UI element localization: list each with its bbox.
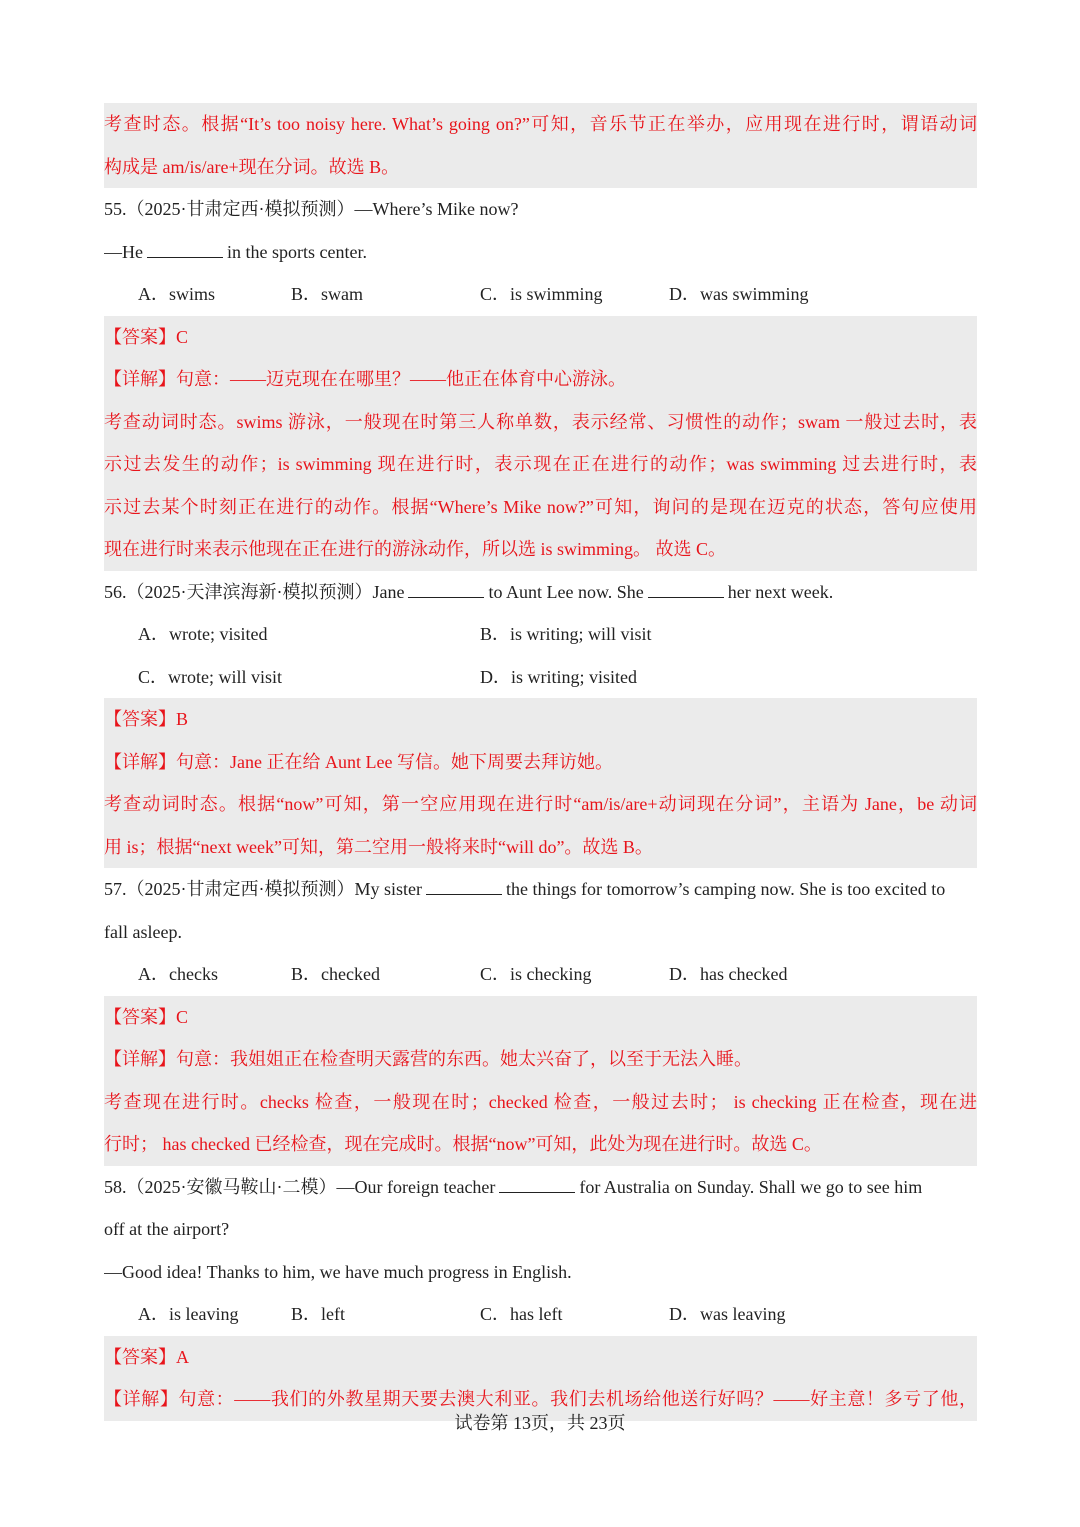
q58-stem-b: for Australia on Sunday. Shall we go to see him [579,1176,923,1197]
q58-option-c: C．has left [480,1304,563,1324]
q55-option-b: B．swam [291,284,363,304]
document-page [104,103,977,1421]
q57-stem-b: the things for tomorrow’s camping now. She is too excited to [506,879,946,899]
q55-stem-post: in the sports center. [227,241,367,262]
q57-detail: 【详解】句意：我姐姐正在检查明天露营的东西。她太兴奋了，以至于无法入睡。 [104,1038,977,1081]
page-footer: 试卷第 13页，共 23页 [454,1413,626,1433]
q56-stem-c: her next week. [727,581,834,602]
q55-explanation-line-1: 考查动词时态。swims 游泳，一般现在时第三人称单数，表示经常、习惯性的动作；swam 一般过去时，表 [104,401,977,444]
q58-options [104,1293,977,1336]
q57-option-c: C．is checking [480,964,592,984]
q54-explanation-line-2: 构成是 am/is/are+现在分词。故选 B。 [104,146,977,189]
q55-option-d: D．was swimming [669,284,809,304]
q57-stem-line-2: fall asleep. [104,921,182,942]
q58-answer: 【答案】A [104,1336,977,1379]
q58-option-a: A．is leaving [138,1304,239,1324]
q55-stem-pre: —He [104,241,143,262]
q57-explanation-line-1: 考查现在进行时。checks 检查，一般现在时；checked 检查，一般过去时； is checking 正在检查，现在进 [104,1081,977,1124]
q58-stem [104,1166,977,1209]
q55-option-c: C．is swimming [480,284,603,304]
q58-stem-a: 58.（2025·安徽马鞍山·二模）—Our foreign teacher [104,1176,496,1197]
q56-option-a: A．wrote; visited [138,624,268,644]
q55-options [104,273,977,316]
q56-explanation-line-1: 考查动词时态。根据“now”可知，第一空应用现在进行时“am/is/are+动词现在分词”，主语为 Jane，be 动词 [104,783,977,826]
q55-explanation-line-4: 现在进行时来表示他现在正在进行的游泳动作，所以选 is swimming。 故选 C。 [104,528,977,571]
answer-blank [408,596,484,598]
q56-detail: 【详解】句意：Jane 正在给 Aunt Lee 写信。她下周要去拜访她。 [104,741,977,784]
q56-option-d: D．is writing; visited [480,666,637,687]
q55-option-a: A．swims [138,284,216,304]
q57-stem [104,868,977,911]
q58-stem-line-3: —Good idea! Thanks to him, we have much progress in English. [104,1261,572,1282]
q56-option-b: B．is writing; will visit [480,624,652,644]
q56-explanation-line-2: 用 is；根据“next week”可知，第二空用一般将来时“will do”。故选 B。 [104,826,977,869]
q56-stem-b: to Aunt Lee now. She [488,581,644,602]
q55-explanation-line-2: 示过去发生的动作；is swimming 现在进行时，表示现在正在进行的动作；was swimming 过去进行时，表 [104,443,977,486]
q57-options [104,953,977,996]
q58-option-d: D．was leaving [669,1304,786,1324]
q58-detail: 【详解】句意：——我们的外教星期天要去澳大利亚。我们去机场给他送行好吗？——好主意！多亏了他， [104,1378,977,1421]
q55-explanation-line-3: 示过去某个时刻正在进行的动作。根据“Where’s Mike now?”可知，询问的是现在迈克的状态，答句应使用 [104,486,977,529]
q55-detail: 【详解】句意：——迈克现在在哪里？——他正在体育中心游泳。 [104,358,977,401]
q58-option-b: B．left [291,1304,345,1324]
q57-answer: 【答案】C [104,996,977,1039]
q55-stem: 55.（2025·甘肃定西·模拟预测）—Where’s Mike now? [104,199,519,219]
q57-option-b: B．checked [291,964,380,984]
q54-explanation-line-1: 考查时态。根据“It’s too noisy here. What’s going on?”可知，音乐节正在举办，应用现在进行时，谓语动词 [104,103,977,146]
q57-option-a: A．checks [138,964,218,984]
q57-explanation-line-2: 行时； has checked 已经检查，现在完成时。根据“now”可知，此处为现在进行时。故选 C。 [104,1123,977,1166]
q58-stem-line-2: off at the airport? [104,1219,230,1239]
answer-blank [499,1191,575,1193]
q57-option-d: D．has checked [669,964,788,984]
q56-stem-a: 56.（2025·天津滨海新·模拟预测）Jane [104,581,405,602]
answer-blank [648,596,724,598]
answer-blank [426,893,502,895]
q56-options-row-1 [104,613,977,656]
q55-answer: 【答案】C [104,316,977,359]
q57-stem-a: 57.（2025·甘肃定西·模拟预测）My sister [104,879,422,899]
q56-options-row-2 [104,656,977,699]
q56-option-c: C．wrote; will visit [138,666,282,687]
q56-stem [104,571,977,614]
q56-answer: 【答案】B [104,698,977,741]
answer-blank [147,256,223,258]
q55-stem-line-2 [104,231,977,274]
